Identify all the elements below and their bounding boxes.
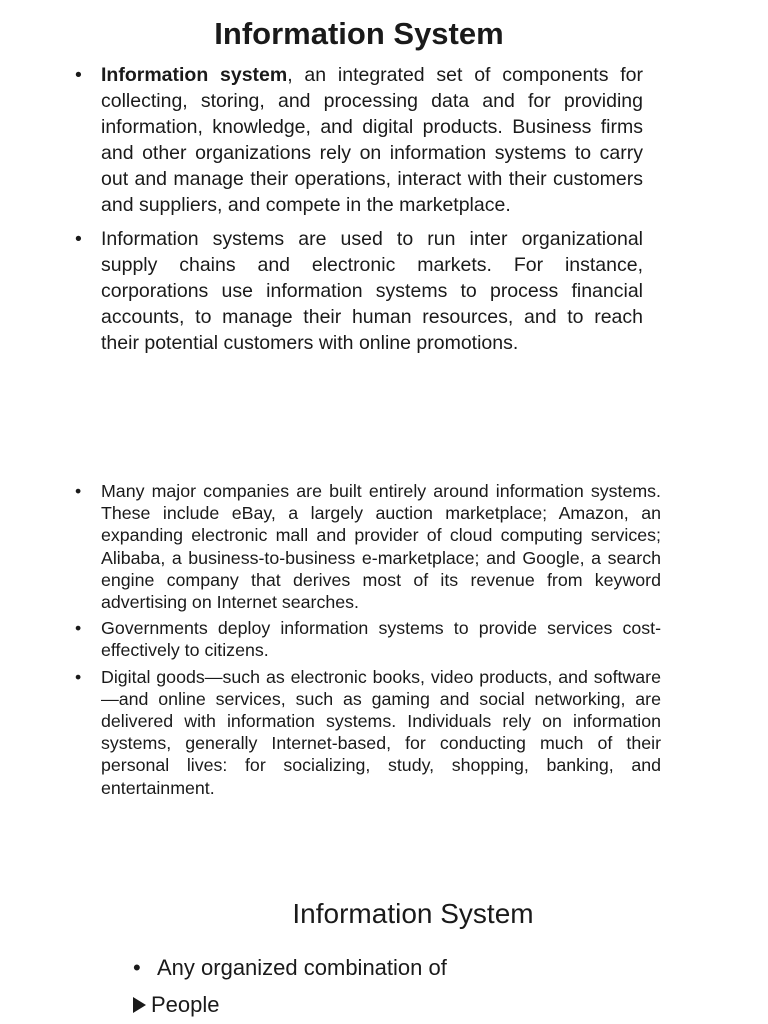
bullet-text: , an integrated set of components for collecting, storing, and processing data and for providing information, knowledge, and digital products. Business firms and other organizations rely on information systems to carry out and manage their operations, interact with their customers and suppliers, and compete in the marketplace. [101,64,643,216]
bullet-text: Digital goods—such as electronic books, video products, and software—and online services, such as gaming and social networking, are delivered with information systems. Individuals rely on information systems, generally Internet-based, for conducting much of their personal lives: for socializing, study, shopping, banking, and entertainment. [101,666,661,798]
mid-bullet-list [75,480,661,803]
bullet-text: Information systems are used to run inter organizational supply chains and electronic markets. For instance, corporations use information systems to process financial accounts, to manage their human resources, and to reach their potential customers with online promotions. [101,228,643,354]
arrow-right-icon [133,997,146,1013]
section-sub-item-text: People [151,992,220,1017]
bullet-item [75,666,661,799]
section-sub-item [133,989,220,1021]
section-bullet [133,952,447,984]
section-bullet-text: Any organized combination of [157,955,447,980]
top-bullet-list [75,62,643,364]
section-title: Information System [292,898,534,929]
bullet-item [75,480,661,613]
bullet-item [75,226,643,356]
bullet-text: Many major companies are built entirely around information systems. These include eBay, a largely auction marketplace; Amazon, an expanding electronic mall and provider of cloud computing services; Alibaba, a business-to-business e-marketplace; and Google, a search engine company that derives most of its revenue from keyword advertising on Internet searches. [101,481,661,613]
bullet-item [75,62,643,218]
page-title: Information System [214,16,504,51]
bullet-text: Governments deploy information systems to provide services cost-effectively to citizens. [101,618,661,661]
bullet-item [75,617,661,661]
bullet-strong-term: Information system [101,64,288,86]
